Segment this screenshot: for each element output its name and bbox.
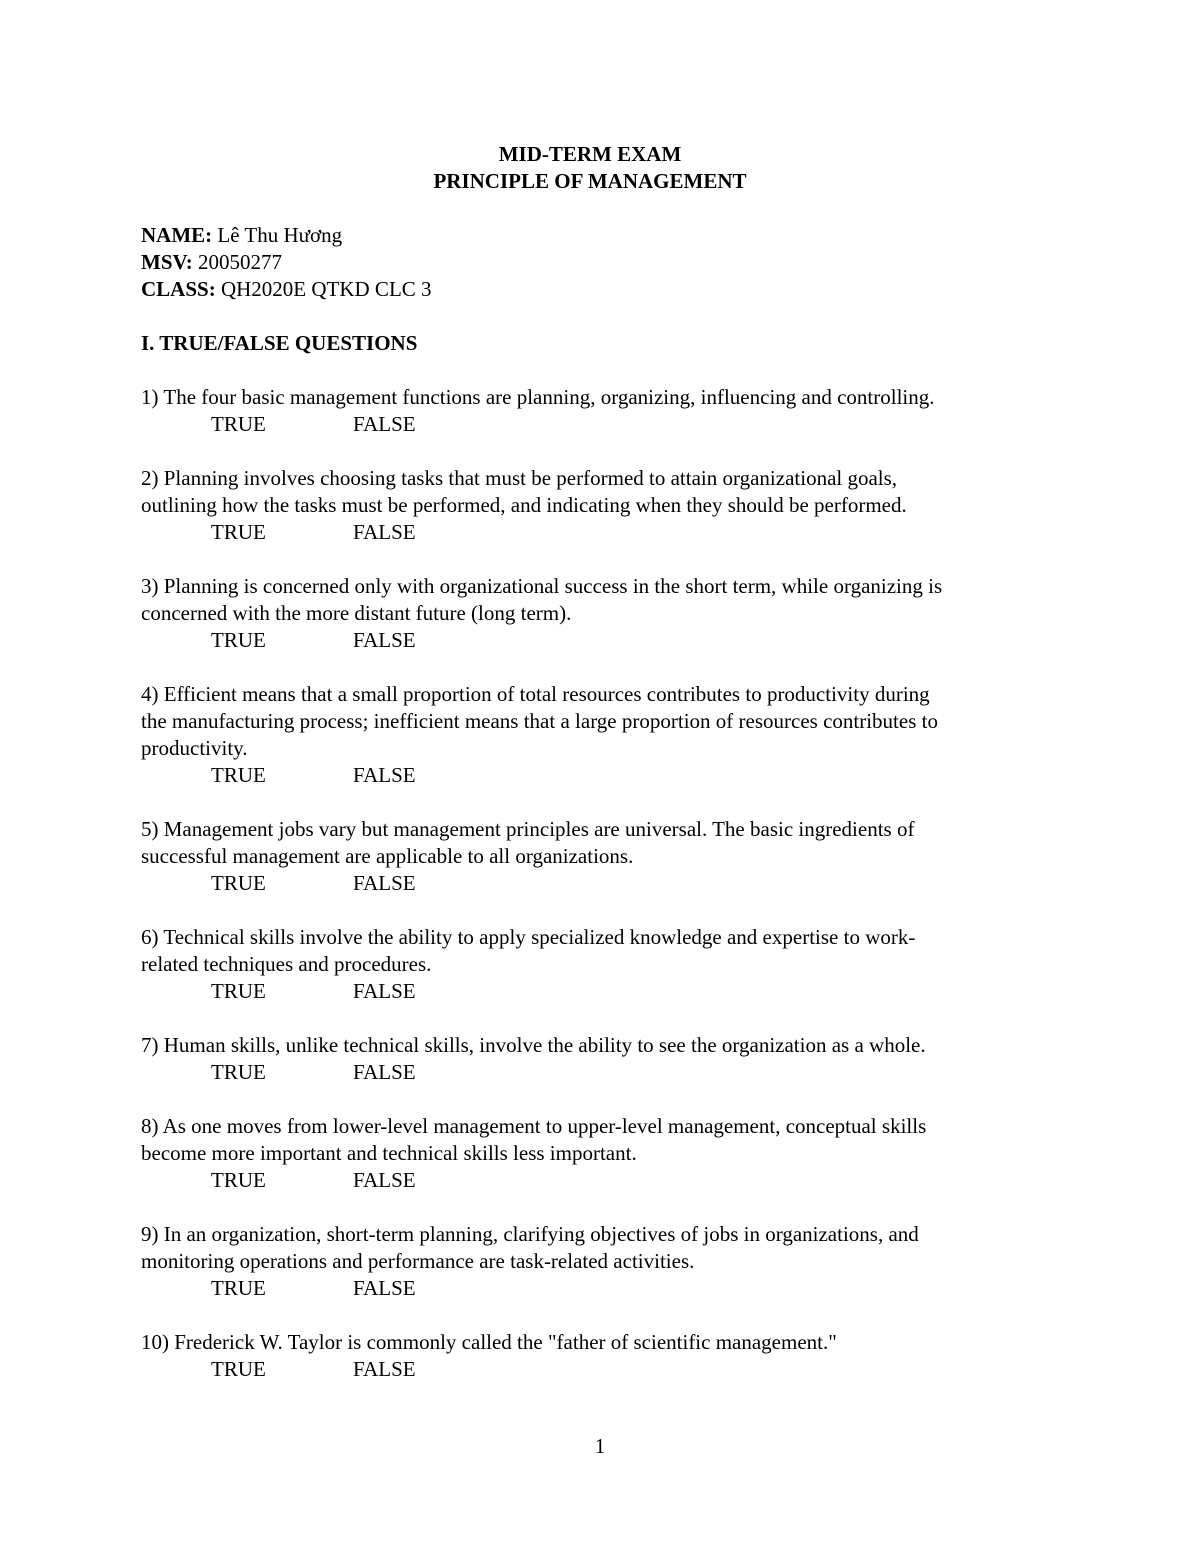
answer-options	[141, 1059, 1061, 1086]
answer-options	[141, 762, 1061, 789]
class-row	[141, 276, 1061, 303]
question-item	[141, 1113, 1061, 1194]
answer-options	[141, 978, 1061, 1005]
question-text-line: 4) Efficient means that a small proportion of total resources contributes to productivity during	[141, 682, 930, 706]
question-text-line: outlining how the tasks must be performed, and indicating when they should be performed.	[141, 493, 907, 517]
question-list	[141, 384, 1061, 1383]
question-text-line: 9) In an organization, short-term planning, clarifying objectives of jobs in organizations, and	[141, 1222, 919, 1246]
msv-value: 20050277	[197, 250, 282, 274]
msv-label: MSV:	[141, 250, 193, 274]
option-false[interactable]: FALSE	[353, 412, 416, 436]
option-true[interactable]: TRUE	[211, 520, 266, 544]
option-false[interactable]: FALSE	[353, 628, 416, 652]
option-false[interactable]: FALSE	[353, 763, 416, 787]
class-value: QH2020E QTKD CLC 3	[220, 277, 432, 301]
option-false[interactable]: FALSE	[353, 1060, 416, 1084]
option-true[interactable]: TRUE	[211, 979, 266, 1003]
answer-options	[141, 870, 1061, 897]
answer-options	[141, 519, 1061, 546]
question-text-line: successful management are applicable to all organizations.	[141, 844, 634, 868]
option-true[interactable]: TRUE	[211, 1168, 266, 1192]
option-false[interactable]: FALSE	[353, 1168, 416, 1192]
class-label: CLASS:	[141, 277, 216, 301]
option-true[interactable]: TRUE	[211, 1276, 266, 1300]
question-item	[141, 573, 1061, 654]
page-number: 1	[594, 1434, 606, 1458]
title-line-2: PRINCIPLE OF MANAGEMENT	[433, 169, 747, 193]
option-true[interactable]: TRUE	[211, 412, 266, 436]
exam-title	[119, 141, 1061, 195]
question-item	[141, 465, 1061, 546]
question-text-line: 2) Planning involves choosing tasks that must be performed to attain organizational goals,	[141, 466, 898, 490]
question-item	[141, 681, 1061, 789]
student-info	[141, 222, 1061, 303]
name-value: Lê Thu Hương	[217, 223, 343, 247]
option-false[interactable]: FALSE	[353, 979, 416, 1003]
section-title: I. TRUE/FALSE QUESTIONS	[141, 331, 418, 355]
answer-options	[141, 1167, 1061, 1194]
question-text-line: become more important and technical skills less important.	[141, 1141, 637, 1165]
answer-options	[141, 1356, 1061, 1383]
question-text-line: 5) Management jobs vary but management principles are universal. The basic ingredients of	[141, 817, 915, 841]
msv-row	[141, 249, 1061, 276]
question-item	[141, 1221, 1061, 1302]
question-text-line: monitoring operations and performance are task-related activities.	[141, 1249, 695, 1273]
question-text-line: 6) Technical skills involve the ability to apply specialized knowledge and expertise to work-	[141, 925, 916, 949]
question-item	[141, 1329, 1061, 1383]
page-content	[141, 141, 1061, 1383]
question-text-line: 10) Frederick W. Taylor is commonly called the "father of scientific management."	[141, 1330, 837, 1354]
question-text-line: 1) The four basic management functions are planning, organizing, influencing and controlling.	[141, 385, 935, 409]
question-item	[141, 384, 1061, 438]
answer-options	[141, 411, 1061, 438]
answer-options	[141, 1275, 1061, 1302]
title-line-1: MID-TERM EXAM	[498, 142, 682, 166]
option-true[interactable]: TRUE	[211, 1357, 266, 1381]
option-false[interactable]: FALSE	[353, 1357, 416, 1381]
answer-options	[141, 627, 1061, 654]
question-item	[141, 816, 1061, 897]
option-true[interactable]: TRUE	[211, 628, 266, 652]
question-text-line: 7) Human skills, unlike technical skills, involve the ability to see the organization as a whole.	[141, 1033, 926, 1057]
option-true[interactable]: TRUE	[211, 1060, 266, 1084]
question-text-line: the manufacturing process; inefficient means that a large proportion of resources contributes to	[141, 709, 938, 733]
question-text-line: concerned with the more distant future (long term).	[141, 601, 572, 625]
option-false[interactable]: FALSE	[353, 871, 416, 895]
name-label: NAME:	[141, 223, 213, 247]
name-row	[141, 222, 1061, 249]
option-false[interactable]: FALSE	[353, 1276, 416, 1300]
question-text-line: productivity.	[141, 736, 248, 760]
option-true[interactable]: TRUE	[211, 871, 266, 895]
question-text-line: 3) Planning is concerned only with organizational success in the short term, while organizing is	[141, 574, 943, 598]
question-text-line: 8) As one moves from lower-level management to upper-level management, conceptual skills	[141, 1114, 927, 1138]
question-text-line: related techniques and procedures.	[141, 952, 432, 976]
question-item	[141, 924, 1061, 1005]
option-false[interactable]: FALSE	[353, 520, 416, 544]
option-true[interactable]: TRUE	[211, 763, 266, 787]
question-item	[141, 1032, 1061, 1086]
